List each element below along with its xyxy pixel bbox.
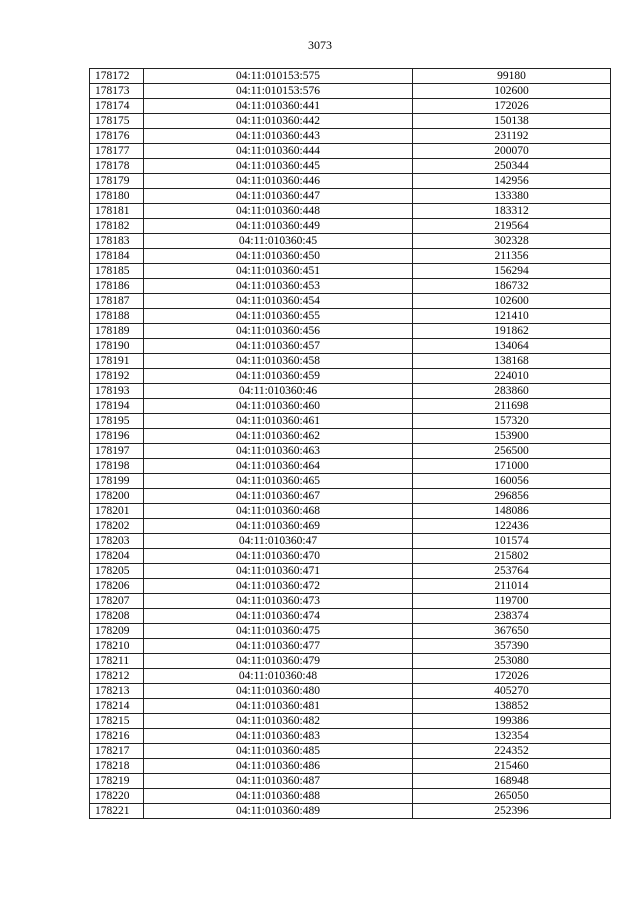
table-row bbox=[90, 324, 611, 339]
value-cell: 211014 bbox=[413, 579, 611, 594]
row-number-cell: 178173 bbox=[90, 84, 144, 99]
table-row bbox=[90, 339, 611, 354]
cadastral-number-cell: 04:11:010360:459 bbox=[144, 369, 413, 384]
row-number-cell: 178188 bbox=[90, 309, 144, 324]
cadastral-number-cell: 04:11:010360:472 bbox=[144, 579, 413, 594]
table-row bbox=[90, 264, 611, 279]
table-row bbox=[90, 804, 611, 819]
table-row bbox=[90, 459, 611, 474]
cadastral-number-cell: 04:11:010360:450 bbox=[144, 249, 413, 264]
cadastral-number-cell: 04:11:010360:454 bbox=[144, 294, 413, 309]
table-row bbox=[90, 774, 611, 789]
cadastral-number-cell: 04:11:010360:470 bbox=[144, 549, 413, 564]
value-cell: 132354 bbox=[413, 729, 611, 744]
row-number-cell: 178211 bbox=[90, 654, 144, 669]
cadastral-number-cell: 04:11:010360:481 bbox=[144, 699, 413, 714]
value-cell: 215460 bbox=[413, 759, 611, 774]
cadastral-number-cell: 04:11:010360:480 bbox=[144, 684, 413, 699]
value-cell: 224352 bbox=[413, 744, 611, 759]
cadastral-number-cell: 04:11:010360:485 bbox=[144, 744, 413, 759]
value-cell: 148086 bbox=[413, 504, 611, 519]
table-row bbox=[90, 99, 611, 114]
table-row bbox=[90, 159, 611, 174]
row-number-cell: 178207 bbox=[90, 594, 144, 609]
value-cell: 405270 bbox=[413, 684, 611, 699]
cadastral-number-cell: 04:11:010360:469 bbox=[144, 519, 413, 534]
cadastral-number-cell: 04:11:010360:477 bbox=[144, 639, 413, 654]
value-cell: 357390 bbox=[413, 639, 611, 654]
row-number-cell: 178172 bbox=[90, 69, 144, 84]
row-number-cell: 178181 bbox=[90, 204, 144, 219]
value-cell: 134064 bbox=[413, 339, 611, 354]
table-row bbox=[90, 204, 611, 219]
row-number-cell: 178220 bbox=[90, 789, 144, 804]
row-number-cell: 178197 bbox=[90, 444, 144, 459]
row-number-cell: 178186 bbox=[90, 279, 144, 294]
cadastral-number-cell: 04:11:010360:457 bbox=[144, 339, 413, 354]
registry-table bbox=[89, 68, 611, 819]
table-row bbox=[90, 294, 611, 309]
value-cell: 102600 bbox=[413, 294, 611, 309]
cadastral-number-cell: 04:11:010360:475 bbox=[144, 624, 413, 639]
cadastral-number-cell: 04:11:010360:473 bbox=[144, 594, 413, 609]
cadastral-number-cell: 04:11:010360:453 bbox=[144, 279, 413, 294]
value-cell: 150138 bbox=[413, 114, 611, 129]
table-row bbox=[90, 729, 611, 744]
row-number-cell: 178208 bbox=[90, 609, 144, 624]
table-row bbox=[90, 189, 611, 204]
cadastral-number-cell: 04:11:010360:447 bbox=[144, 189, 413, 204]
table-row bbox=[90, 399, 611, 414]
row-number-cell: 178215 bbox=[90, 714, 144, 729]
value-cell: 215802 bbox=[413, 549, 611, 564]
table-row bbox=[90, 174, 611, 189]
table-row bbox=[90, 354, 611, 369]
cadastral-number-cell: 04:11:010360:468 bbox=[144, 504, 413, 519]
row-number-cell: 178184 bbox=[90, 249, 144, 264]
row-number-cell: 178192 bbox=[90, 369, 144, 384]
table-row bbox=[90, 759, 611, 774]
value-cell: 138852 bbox=[413, 699, 611, 714]
cadastral-number-cell: 04:11:010360:46 bbox=[144, 384, 413, 399]
value-cell: 142956 bbox=[413, 174, 611, 189]
cadastral-number-cell: 04:11:010360:445 bbox=[144, 159, 413, 174]
table-row bbox=[90, 624, 611, 639]
row-number-cell: 178175 bbox=[90, 114, 144, 129]
row-number-cell: 178193 bbox=[90, 384, 144, 399]
table-row bbox=[90, 234, 611, 249]
cadastral-number-cell: 04:11:010360:474 bbox=[144, 609, 413, 624]
cadastral-number-cell: 04:11:010360:463 bbox=[144, 444, 413, 459]
table-row bbox=[90, 69, 611, 84]
value-cell: 250344 bbox=[413, 159, 611, 174]
table-row bbox=[90, 309, 611, 324]
value-cell: 238374 bbox=[413, 609, 611, 624]
value-cell: 283860 bbox=[413, 384, 611, 399]
value-cell: 252396 bbox=[413, 804, 611, 819]
row-number-cell: 178191 bbox=[90, 354, 144, 369]
table-row bbox=[90, 699, 611, 714]
row-number-cell: 178212 bbox=[90, 669, 144, 684]
value-cell: 199386 bbox=[413, 714, 611, 729]
table-row bbox=[90, 534, 611, 549]
row-number-cell: 178199 bbox=[90, 474, 144, 489]
table-row bbox=[90, 669, 611, 684]
table-row bbox=[90, 714, 611, 729]
value-cell: 183312 bbox=[413, 204, 611, 219]
row-number-cell: 178206 bbox=[90, 579, 144, 594]
value-cell: 138168 bbox=[413, 354, 611, 369]
row-number-cell: 178217 bbox=[90, 744, 144, 759]
cadastral-number-cell: 04:11:010360:449 bbox=[144, 219, 413, 234]
row-number-cell: 178218 bbox=[90, 759, 144, 774]
table-row bbox=[90, 279, 611, 294]
row-number-cell: 178185 bbox=[90, 264, 144, 279]
cadastral-number-cell: 04:11:010360:455 bbox=[144, 309, 413, 324]
cadastral-number-cell: 04:11:010360:48 bbox=[144, 669, 413, 684]
table-row bbox=[90, 429, 611, 444]
row-number-cell: 178180 bbox=[90, 189, 144, 204]
row-number-cell: 178179 bbox=[90, 174, 144, 189]
cadastral-number-cell: 04:11:010360:461 bbox=[144, 414, 413, 429]
value-cell: 302328 bbox=[413, 234, 611, 249]
table-row bbox=[90, 489, 611, 504]
row-number-cell: 178210 bbox=[90, 639, 144, 654]
row-number-cell: 178219 bbox=[90, 774, 144, 789]
value-cell: 367650 bbox=[413, 624, 611, 639]
cadastral-number-cell: 04:11:010360:487 bbox=[144, 774, 413, 789]
cadastral-number-cell: 04:11:010360:443 bbox=[144, 129, 413, 144]
row-number-cell: 178187 bbox=[90, 294, 144, 309]
row-number-cell: 178203 bbox=[90, 534, 144, 549]
value-cell: 171000 bbox=[413, 459, 611, 474]
value-cell: 211698 bbox=[413, 399, 611, 414]
table-row bbox=[90, 789, 611, 804]
row-number-cell: 178189 bbox=[90, 324, 144, 339]
table-row bbox=[90, 594, 611, 609]
value-cell: 253764 bbox=[413, 564, 611, 579]
row-number-cell: 178195 bbox=[90, 414, 144, 429]
table-row bbox=[90, 504, 611, 519]
row-number-cell: 178205 bbox=[90, 564, 144, 579]
cadastral-number-cell: 04:11:010360:482 bbox=[144, 714, 413, 729]
table-row bbox=[90, 579, 611, 594]
cadastral-number-cell: 04:11:010153:576 bbox=[144, 84, 413, 99]
value-cell: 219564 bbox=[413, 219, 611, 234]
value-cell: 119700 bbox=[413, 594, 611, 609]
row-number-cell: 178204 bbox=[90, 549, 144, 564]
table-row bbox=[90, 444, 611, 459]
table-row bbox=[90, 249, 611, 264]
row-number-cell: 178183 bbox=[90, 234, 144, 249]
table-row bbox=[90, 744, 611, 759]
cadastral-number-cell: 04:11:010360:471 bbox=[144, 564, 413, 579]
row-number-cell: 178201 bbox=[90, 504, 144, 519]
cadastral-number-cell: 04:11:010360:45 bbox=[144, 234, 413, 249]
value-cell: 160056 bbox=[413, 474, 611, 489]
cadastral-number-cell: 04:11:010360:467 bbox=[144, 489, 413, 504]
table-row bbox=[90, 639, 611, 654]
cadastral-number-cell: 04:11:010360:460 bbox=[144, 399, 413, 414]
value-cell: 168948 bbox=[413, 774, 611, 789]
page-number: 3073 bbox=[308, 38, 332, 52]
table-row bbox=[90, 519, 611, 534]
cadastral-number-cell: 04:11:010360:488 bbox=[144, 789, 413, 804]
cadastral-number-cell: 04:11:010360:47 bbox=[144, 534, 413, 549]
row-number-cell: 178200 bbox=[90, 489, 144, 504]
row-number-cell: 178194 bbox=[90, 399, 144, 414]
table-row bbox=[90, 654, 611, 669]
cadastral-number-cell: 04:11:010360:486 bbox=[144, 759, 413, 774]
value-cell: 172026 bbox=[413, 669, 611, 684]
row-number-cell: 178190 bbox=[90, 339, 144, 354]
table-row bbox=[90, 129, 611, 144]
cadastral-number-cell: 04:11:010360:479 bbox=[144, 654, 413, 669]
cadastral-number-cell: 04:11:010360:456 bbox=[144, 324, 413, 339]
value-cell: 256500 bbox=[413, 444, 611, 459]
value-cell: 157320 bbox=[413, 414, 611, 429]
cadastral-number-cell: 04:11:010360:441 bbox=[144, 99, 413, 114]
table-row bbox=[90, 114, 611, 129]
row-number-cell: 178209 bbox=[90, 624, 144, 639]
value-cell: 253080 bbox=[413, 654, 611, 669]
table-row bbox=[90, 84, 611, 99]
registry-table-body bbox=[90, 69, 611, 819]
cadastral-number-cell: 04:11:010360:446 bbox=[144, 174, 413, 189]
value-cell: 102600 bbox=[413, 84, 611, 99]
row-number-cell: 178214 bbox=[90, 699, 144, 714]
value-cell: 231192 bbox=[413, 129, 611, 144]
value-cell: 101574 bbox=[413, 534, 611, 549]
cadastral-number-cell: 04:11:010360:444 bbox=[144, 144, 413, 159]
value-cell: 122436 bbox=[413, 519, 611, 534]
cadastral-number-cell: 04:11:010360:464 bbox=[144, 459, 413, 474]
table-row bbox=[90, 549, 611, 564]
row-number-cell: 178198 bbox=[90, 459, 144, 474]
value-cell: 191862 bbox=[413, 324, 611, 339]
value-cell: 153900 bbox=[413, 429, 611, 444]
cadastral-number-cell: 04:11:010153:575 bbox=[144, 69, 413, 84]
value-cell: 211356 bbox=[413, 249, 611, 264]
value-cell: 265050 bbox=[413, 789, 611, 804]
cadastral-number-cell: 04:11:010360:451 bbox=[144, 264, 413, 279]
table-row bbox=[90, 384, 611, 399]
row-number-cell: 178176 bbox=[90, 129, 144, 144]
cadastral-number-cell: 04:11:010360:442 bbox=[144, 114, 413, 129]
table-row bbox=[90, 474, 611, 489]
value-cell: 133380 bbox=[413, 189, 611, 204]
row-number-cell: 178213 bbox=[90, 684, 144, 699]
value-cell: 186732 bbox=[413, 279, 611, 294]
table-row bbox=[90, 144, 611, 159]
table-row bbox=[90, 609, 611, 624]
row-number-cell: 178174 bbox=[90, 99, 144, 114]
row-number-cell: 178178 bbox=[90, 159, 144, 174]
table-row bbox=[90, 219, 611, 234]
value-cell: 172026 bbox=[413, 99, 611, 114]
cadastral-number-cell: 04:11:010360:448 bbox=[144, 204, 413, 219]
table-row bbox=[90, 684, 611, 699]
row-number-cell: 178221 bbox=[90, 804, 144, 819]
cadastral-number-cell: 04:11:010360:458 bbox=[144, 354, 413, 369]
row-number-cell: 178182 bbox=[90, 219, 144, 234]
table-row bbox=[90, 369, 611, 384]
value-cell: 121410 bbox=[413, 309, 611, 324]
cadastral-number-cell: 04:11:010360:462 bbox=[144, 429, 413, 444]
value-cell: 156294 bbox=[413, 264, 611, 279]
value-cell: 200070 bbox=[413, 144, 611, 159]
cadastral-number-cell: 04:11:010360:483 bbox=[144, 729, 413, 744]
value-cell: 296856 bbox=[413, 489, 611, 504]
cadastral-number-cell: 04:11:010360:489 bbox=[144, 804, 413, 819]
row-number-cell: 178177 bbox=[90, 144, 144, 159]
table-row bbox=[90, 414, 611, 429]
value-cell: 99180 bbox=[413, 69, 611, 84]
row-number-cell: 178216 bbox=[90, 729, 144, 744]
row-number-cell: 178202 bbox=[90, 519, 144, 534]
cadastral-number-cell: 04:11:010360:465 bbox=[144, 474, 413, 489]
value-cell: 224010 bbox=[413, 369, 611, 384]
table-row bbox=[90, 564, 611, 579]
row-number-cell: 178196 bbox=[90, 429, 144, 444]
